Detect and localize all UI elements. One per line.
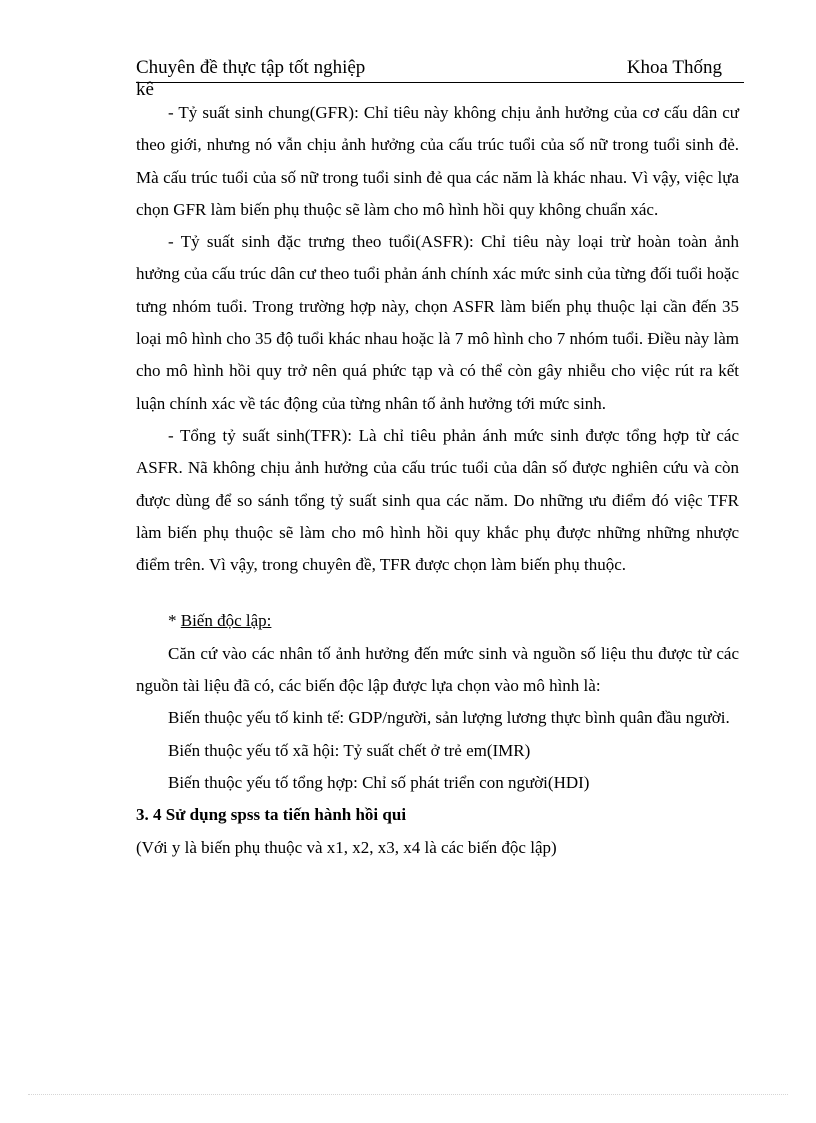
paragraph-regression-note: (Với y là biến phụ thuộc và x1, x2, x3, x4 là các biến độc lập) [136,837,557,857]
paragraph-tfr: - Tổng tỷ suất sinh(TFR): Là chỉ tiêu phản ánh mức sinh được tổng hợp từ các ASFR. Nã không chịu ảnh hưởng của cấu trúc tuổi của dân số được nghiên cứu và còn được dùng để so sánh tổng tỷ suất sinh qua các năm. Do những ưu điểm đó việc TFR làm biến phụ thuộc sẽ làm cho mô hình hồi quy khắc phụ được những những nhược điểm trên. Vì vậy, trong chuyên đề, TFR được chọn làm biến phụ thuộc. [136,425,739,575]
paragraph-composite-variables: Biến thuộc yếu tố tổng hợp: Chỉ số phát triển con người(HDI) [168,772,590,792]
paragraph-social-variables: Biến thuộc yếu tố xã hội: Tỷ suất chết ở trẻ em(IMR) [168,740,531,760]
header-department-wrap: kê [136,79,154,100]
document-body [136,97,739,864]
page-bottom-divider [28,1094,788,1095]
paragraph-independent-intro: Căn cứ vào các nhân tố ảnh hưởng đến mức sinh và nguồn số liệu thu được từ các nguồn tài liệu đã có, các biến độc lập được lựa chọn vào mô hình là: [136,643,739,696]
paragraph-gfr: - Tỷ suất sinh chung(GFR): Chỉ tiêu này không chịu ảnh hưởng của cơ cấu dân cư theo giới, nhưng nó vẫn chịu ảnh hưởng của cấu trúc tuổi của số nữ trong tuổi sinh đẻ. Mà cấu trúc tuổi của số nữ trong tuổi sinh đẻ qua các năm là khác nhau. Vì vậy, việc lựa chọn GFR làm biến phụ thuộc sẽ làm cho mô hình hồi quy không chuẩn xác. [136,103,739,219]
header-title: Chuyên đề thực tập tốt nghiệp [136,57,366,78]
paragraph-economic-variables: Biến thuộc yếu tố kinh tế: GDP/người, sản lượng lương thực bình quân đầu người. [168,708,730,728]
header-department: Khoa Thống [626,57,722,78]
page-header [136,52,744,83]
subheading-bullet: * [168,611,181,631]
subheading-independent-variables [136,605,739,637]
section-heading: 3. 4 Sử dụng spss ta tiến hành hồi qui [136,805,407,825]
paragraph-asfr: - Tỷ suất sinh đặc trưng theo tuổi(ASFR): Chỉ tiêu này loại trừ hoàn toàn ảnh hưởng của cấu trúc dân cư theo tuổi phản ánh chính xác mức sinh của từng đối tuổi hoặc tưng nhóm tuổi. Trong trường hợp này, chọn ASFR làm biến phụ thuộc lại cần đến 35 loại mô hình cho 35 độ tuổi khác nhau hoặc là 7 mô hình cho 7 nhóm tuổi. Điều này làm cho mô hình hồi quy trở nên quá phức tạp và có thể còn gây nhiễu cho việc rút ra kết luận chính xác về tác động của từng nhân tố ảnh hưởng tới mức sinh. [136,232,739,413]
paragraph-gap [136,581,739,605]
subheading-label: Biến độc lập: [180,611,272,631]
